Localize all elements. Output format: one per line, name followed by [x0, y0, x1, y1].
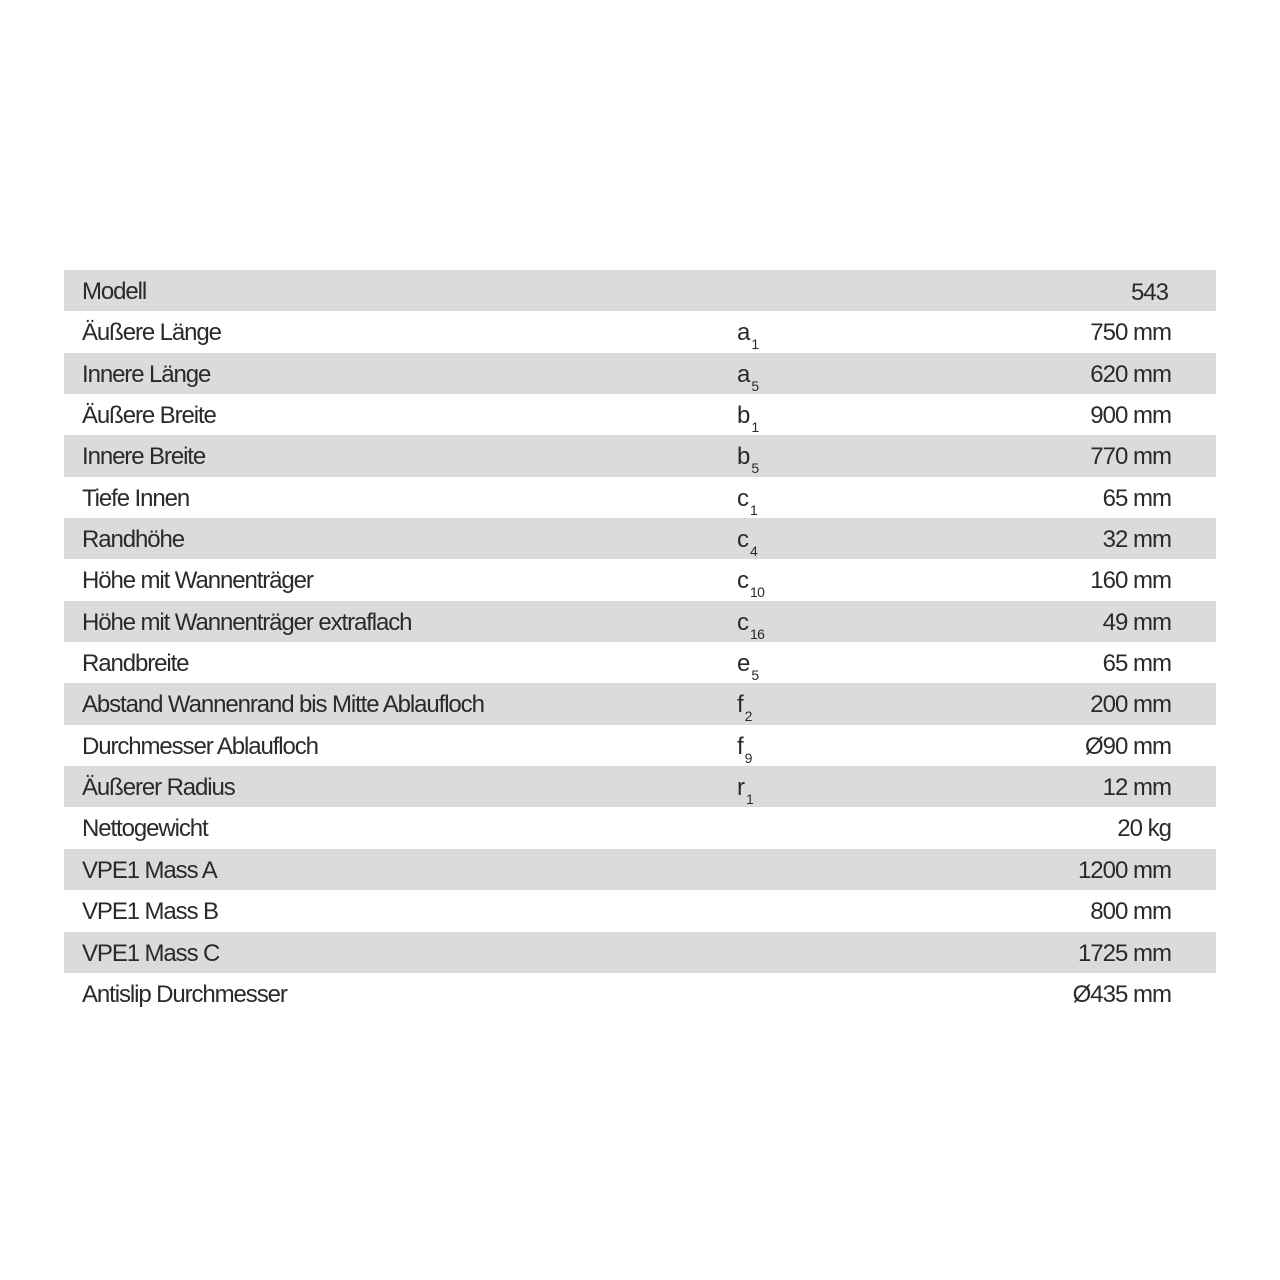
row-label: Äußerer Radius	[82, 774, 235, 802]
symbol-letter: e	[737, 650, 751, 678]
table-row	[64, 807, 1216, 848]
row-value: 200 mm	[1090, 691, 1171, 719]
symbol-subscript: 5	[751, 377, 759, 394]
symbol-subscript: 5	[751, 667, 759, 684]
symbol-subscript: 5	[751, 460, 759, 477]
table-row	[64, 766, 1216, 807]
row-value: Ø90 mm	[1084, 732, 1171, 760]
table-row	[64, 559, 1216, 600]
row-label: VPE1 Mass B	[82, 898, 218, 926]
symbol-letter: b	[737, 402, 751, 430]
row-label: Innere Breite	[82, 443, 206, 471]
row-value: 620 mm	[1090, 360, 1171, 388]
table-row	[64, 725, 1216, 766]
symbol-subscript: 1	[746, 791, 754, 808]
row-label: Höhe mit Wannenträger	[82, 567, 313, 595]
symbol-letter: a	[737, 360, 751, 388]
row-value: 800 mm	[1090, 898, 1171, 926]
table-row	[64, 477, 1216, 518]
row-value: Ø435 mm	[1072, 980, 1171, 1008]
table-row	[64, 642, 1216, 683]
row-label: Randhöhe	[82, 526, 184, 554]
symbol-letter: c	[737, 526, 749, 554]
row-symbol	[737, 732, 752, 766]
row-symbol	[737, 443, 759, 477]
spec-table	[64, 270, 1216, 1014]
symbol-subscript: 9	[744, 749, 752, 766]
table-row	[64, 435, 1216, 476]
table-row	[64, 353, 1216, 394]
row-value: 750 mm	[1090, 319, 1171, 347]
row-label: Äußere Länge	[82, 319, 221, 347]
table-row	[64, 973, 1216, 1014]
table-row	[64, 932, 1216, 973]
row-label: Randbreite	[82, 650, 189, 678]
row-label: Abstand Wannenrand bis Mitte Ablaufloch	[82, 691, 484, 719]
symbol-letter: c	[737, 484, 749, 512]
row-symbol	[737, 360, 759, 394]
row-value: 65 mm	[1102, 484, 1171, 512]
row-label: Innere Länge	[82, 360, 211, 388]
row-value: 1200 mm	[1077, 856, 1171, 884]
symbol-letter: c	[737, 608, 749, 636]
row-label: Höhe mit Wannenträger extraflach	[82, 608, 412, 636]
table-row	[64, 394, 1216, 435]
row-value: 32 mm	[1102, 526, 1171, 554]
row-value: 65 mm	[1102, 650, 1171, 678]
row-symbol	[737, 774, 754, 808]
row-symbol	[737, 526, 758, 560]
symbol-letter: b	[737, 443, 751, 471]
symbol-subscript: 1	[750, 501, 758, 518]
row-symbol	[737, 484, 758, 518]
symbol-subscript: 10	[750, 584, 765, 601]
table-row	[64, 311, 1216, 352]
row-label: VPE1 Mass A	[82, 856, 217, 884]
row-value: 543	[1130, 279, 1168, 306]
row-value: 900 mm	[1090, 402, 1171, 430]
table-row	[64, 683, 1216, 724]
row-symbol	[737, 650, 759, 684]
symbol-subscript: 2	[744, 708, 752, 725]
row-label: VPE1 Mass C	[82, 939, 220, 967]
symbol-letter: f	[737, 691, 744, 719]
row-value: 49 mm	[1102, 608, 1171, 636]
table-row	[64, 890, 1216, 931]
row-label: Äußere Breite	[82, 402, 216, 430]
row-symbol	[737, 402, 759, 436]
row-symbol	[737, 608, 765, 642]
row-label: Nettogewicht	[82, 815, 208, 843]
row-label: Modell	[82, 278, 147, 305]
symbol-subscript: 16	[750, 625, 765, 642]
symbol-subscript: 4	[750, 543, 758, 560]
row-label: Durchmesser Ablaufloch	[82, 732, 318, 760]
symbol-letter: f	[737, 732, 744, 760]
row-value: 160 mm	[1090, 567, 1171, 595]
row-value: 1725 mm	[1077, 939, 1171, 967]
row-value: 20 kg	[1117, 815, 1171, 843]
symbol-subscript: 1	[751, 336, 759, 353]
row-symbol	[737, 691, 752, 725]
table-row	[64, 849, 1216, 890]
row-symbol	[737, 567, 765, 601]
symbol-letter: a	[737, 319, 751, 347]
table-row-modell	[64, 270, 1216, 311]
row-value: 770 mm	[1090, 443, 1171, 471]
row-label: Antislip Durchmesser	[82, 980, 287, 1008]
symbol-letter: c	[737, 567, 749, 595]
symbol-letter: r	[737, 774, 745, 802]
table-row	[64, 518, 1216, 559]
table-row	[64, 601, 1216, 642]
symbol-subscript: 1	[751, 419, 759, 436]
row-label: Tiefe Innen	[82, 484, 190, 512]
row-symbol	[737, 319, 759, 353]
row-value: 12 mm	[1102, 774, 1171, 802]
